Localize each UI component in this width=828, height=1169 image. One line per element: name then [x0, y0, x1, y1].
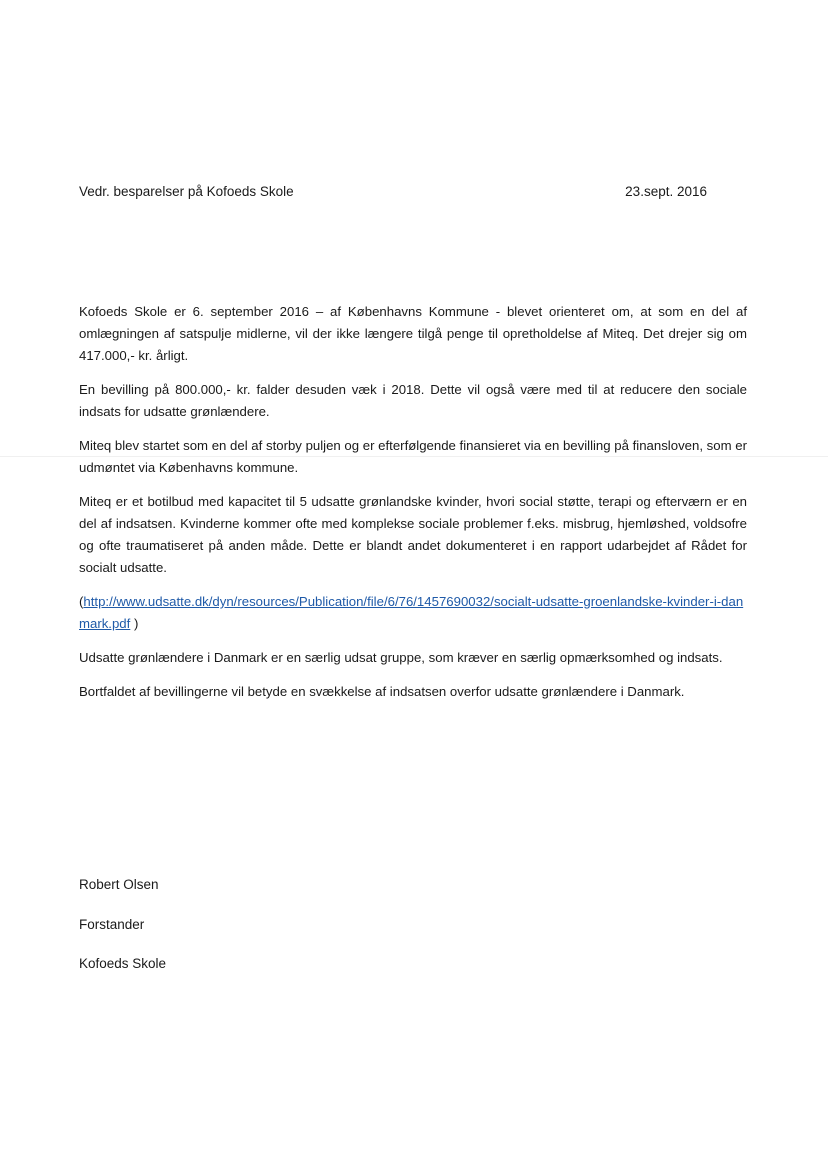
- signature-organization: Kofoeds Skole: [79, 956, 167, 971]
- link-close-paren: ): [130, 616, 139, 631]
- signature-name: Robert Olsen: [79, 877, 159, 892]
- paragraph-5: Udsatte grønlændere i Danmark er en særlig udsat gruppe, som kræver en særlig opmærksomhed og indsats.: [79, 650, 723, 665]
- letter-date: 23.sept. 2016: [625, 184, 707, 199]
- letter-header: [79, 184, 707, 199]
- report-link[interactable]: http://www.udsatte.dk/dyn/resources/Publication/file/6/76/1457690032/socialt-udsatte-groenlandske-kvinder-i-danmark.pdf: [79, 594, 744, 631]
- paragraph-1: Kofoeds Skole er 6. september 2016 – af Københavns Kommune - blevet orienteret om, at som en del af omlægningen af satspulje midlerne, vil der ikke længere tilgå penge til opretholdelse af Miteq. Det drejer sig om 417.000,- kr. årligt.: [79, 304, 747, 363]
- link-open-paren: (: [79, 594, 84, 609]
- letter-body: [79, 301, 747, 715]
- signature-title: Forstander: [79, 916, 145, 932]
- signature-block: [79, 877, 166, 996]
- paragraph-6: Bortfaldet af bevillingerne vil betyde en svækkelse af indsatsen overfor udsatte grønlændere i Danmark.: [79, 684, 685, 699]
- report-link-paragraph: [79, 591, 747, 635]
- paragraph-4: Miteq er et botilbud med kapacitet til 5 udsatte grønlandske kvinder, hvori social støtte, terapi og efterværn er en del af indsatsen. Kvinderne kommer ofte med komplekse sociale problemer f.eks. misbrug, hjemløshed, voldsofre og ofte traumatiseret på anden måde. Dette er blandt andet dokumenteret i en rapport udarbejdet af Rådet for socialt udsatte.: [79, 494, 747, 575]
- paragraph-2: En bevilling på 800.000,- kr. falder desuden væk i 2018. Dette vil også være med til at reducere den sociale indsats for udsatte grønlændere.: [79, 382, 747, 419]
- paragraph-3: Miteq blev startet som en del af storby puljen og er efterfølgende finansieret via en bevilling på finansloven, som er udmøntet via Københavns kommune.: [79, 438, 747, 475]
- letter-subject: Vedr. besparelser på Kofoeds Skole: [79, 184, 294, 199]
